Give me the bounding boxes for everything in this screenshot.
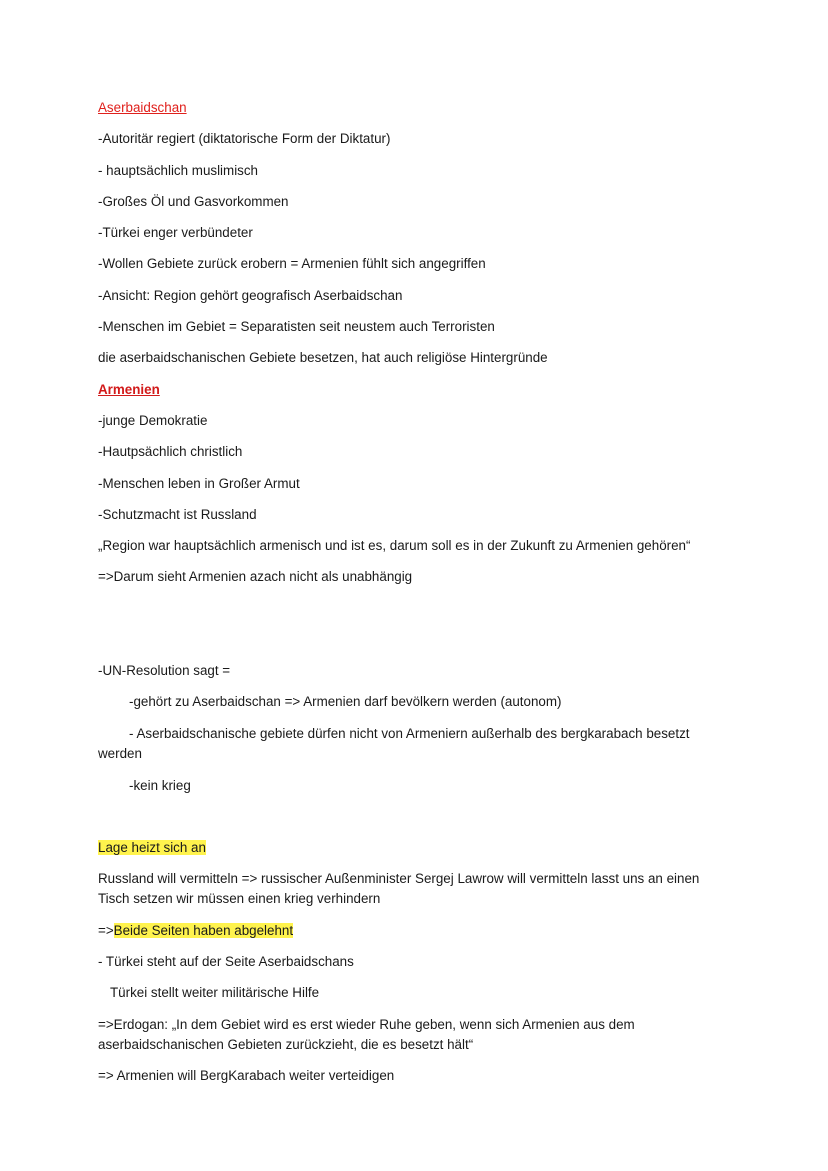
- un-item: - Aserbaidschanische gebiete dürfen nicht von Armeniern außerhalb des bergkarabach besetzt: [129, 726, 690, 741]
- erdogan-quote-wrap: aserbaidschanischen Gebieten zurückzieht, die es besetzt hält“: [98, 1037, 474, 1052]
- aser-item: -Großes Öl und Gasvorkommen: [98, 194, 289, 209]
- aser-item: -Menschen im Gebiet = Separatisten seit neustem auch Terroristen: [98, 319, 495, 334]
- heading-lage: [98, 838, 738, 858]
- un-item: -gehört zu Aserbaidschan => Armenien darf bevölkern werden (autonom): [129, 694, 562, 709]
- turkey-line: - Türkei steht auf der Seite Aserbaidschans: [98, 954, 354, 969]
- arm-item: -Menschen leben in Großer Armut: [98, 476, 300, 491]
- arm-item: =>Darum sieht Armenien azach nicht als unabhängig: [98, 569, 413, 584]
- aser-item: die aserbaidschanischen Gebiete besetzen, hat auch religiöse Hintergründe: [98, 350, 548, 365]
- heading-armenien: Armenien: [98, 382, 160, 397]
- defend-line: => Armenien will BergKarabach weiter verteidigen: [98, 1068, 395, 1083]
- aser-item: - hauptsächlich muslimisch: [98, 163, 259, 178]
- arm-item: -Hautpsächlich christlich: [98, 444, 243, 459]
- arm-item: -junge Demokratie: [98, 413, 208, 428]
- rejected-line: [98, 921, 738, 941]
- heading-aserbaidschan: Aserbaidschan: [98, 100, 187, 115]
- aser-item: -Wollen Gebiete zurück erobern = Armenien fühlt sich angegriffen: [98, 256, 486, 271]
- erdogan-quote: =>Erdogan: „In dem Gebiet wird es erst wieder Ruhe geben, wenn sich Armenien aus dem: [98, 1017, 635, 1032]
- russia-line: Russland will vermitteln => russischer Außenminister Sergej Lawrow will vermitteln lasst uns an einen: [98, 871, 700, 886]
- highlight-rejected: Beide Seiten haben abgelehnt: [113, 923, 294, 938]
- rejected-prefix: =>: [98, 923, 114, 938]
- aser-item: -Autoritär regiert (diktatorische Form der Diktatur): [98, 131, 391, 146]
- aser-item: -Ansicht: Region gehört geografisch Aserbaidschan: [98, 288, 403, 303]
- highlight-lage: Lage heizt sich an: [98, 840, 206, 855]
- aser-item: -Türkei enger verbündeter: [98, 225, 253, 240]
- russia-line-wrap: Tisch setzen wir müssen einen krieg verhindern: [98, 891, 381, 906]
- arm-quote: „Region war hauptsächlich armenisch und ist es, darum soll es in der Zukunft zu Armenien gehören“: [98, 538, 691, 553]
- un-resolution-title: -UN-Resolution sagt =: [98, 663, 231, 678]
- un-item: -kein krieg: [129, 778, 191, 793]
- turkey-line: Türkei stellt weiter militärische Hilfe: [110, 985, 320, 1000]
- un-item-wrap: werden: [98, 746, 142, 761]
- arm-item: -Schutzmacht ist Russland: [98, 507, 257, 522]
